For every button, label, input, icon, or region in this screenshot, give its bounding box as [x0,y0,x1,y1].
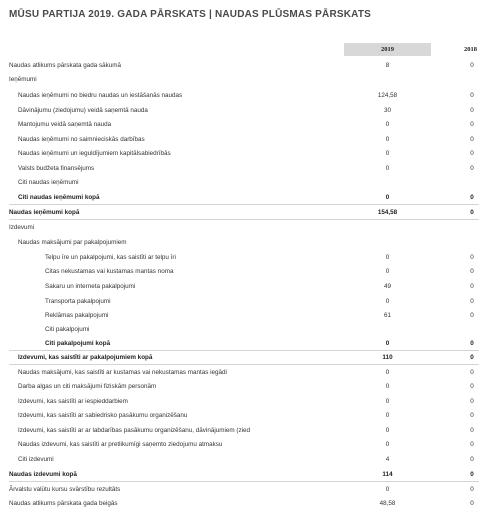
row-value-2018: 0 [470,254,474,261]
row-label: Citi pakalpojumi kopā [45,340,111,347]
row-value-2019: 8 [385,62,390,69]
row-label: Naudas atlikums pārskata gada beigās [9,500,118,507]
row-value-2019: 0 [385,136,390,143]
row-label: Izdevumi, kas saistīti ar ar labdarības pasākumu organizēšanu, dāvinājumiem (zied [18,427,251,434]
row-label: Citi naudas ieņēmumi [18,179,79,186]
row-value-2019: 0 [385,194,390,201]
row-label: Telpu īre un pakalpojumi, kas saistīti ar telpu īri [45,254,176,261]
row-value-2019: 154,58 [377,209,398,216]
row-label: Valsts budžeta finansējums [18,165,95,172]
row-value-2018: 0 [470,427,474,434]
row-label: Mantojumu veidā saņemtā nauda [18,121,112,128]
row-value-2019: 124,58 [377,92,398,99]
table-row [0,323,491,337]
row-label: Citi naudas ieņēmumi kopā [18,194,100,201]
row-label: Naudas izdevumi kopā [9,471,77,478]
row-label: Reklāmas pakalpojumi [45,312,109,319]
row-value-2018: 0 [470,268,474,275]
row-label: Citi izdevumi [18,456,54,463]
table-row [0,147,491,161]
table-row [0,236,491,250]
row-label: Citi pakalpojumi [45,326,90,333]
table-row [0,191,491,205]
row-label: Citas nekustamas vai kustamas mantas noma [45,268,174,275]
table-row [0,295,491,309]
table-row [0,118,491,132]
row-label: Naudas atlikums pārskata gada sākumā [9,62,122,69]
table-row [0,59,491,73]
row-value-2018: 0 [470,165,474,172]
table-row [0,265,491,279]
row-label: Naudas ieņēmumi no biedru naudas un iestāšanās naudas [18,92,183,99]
table-row [0,366,491,380]
row-label: Izdevumi [9,224,35,231]
table-row [0,162,491,176]
row-value-2019: 0 [385,441,390,448]
table-row [0,409,491,423]
row-value-2019: 0 [385,486,390,493]
table-row [0,497,491,511]
table-row [0,73,491,87]
row-divider [9,219,479,220]
row-value-2019: 0 [385,254,390,261]
table-row [0,280,491,294]
table-row [0,133,491,147]
row-value-2019: 114 [382,471,393,478]
row-label: Naudas izdevumi, kas saistīti ar pretlikumīgi saņemto ziedojumu atmaksu [18,441,223,448]
row-divider [9,481,479,482]
row-value-2019: 0 [385,427,390,434]
row-label: Izdevumi, kas saistīti ar pakalpojumiem kopā [18,354,153,361]
table-row [0,309,491,323]
row-value-2019: 0 [385,165,390,172]
row-value-2018: 0 [470,340,474,347]
row-label: Naudas ieņēmumi no saimnieciskās darbības [18,136,145,143]
row-value-2019: 61 [383,312,391,319]
row-label: Transporta pakalpojumi [45,298,111,305]
row-value-2018: 0 [470,298,474,305]
row-value-2019: 49 [383,283,391,290]
table-row [0,221,491,235]
row-divider [9,364,479,365]
row-value-2018: 0 [470,194,474,201]
table-row [0,89,491,103]
table-row [0,395,491,409]
row-value-2018: 0 [470,456,474,463]
table-row [0,337,491,351]
row-value-2018: 0 [470,92,474,99]
row-label: Naudas ieņēmumi kopā [9,209,80,216]
row-value-2019: 30 [383,107,391,114]
row-value-2018: 0 [470,441,474,448]
row-label: Sakaru un interneta pakalpojumi [45,283,136,290]
row-value-2019: 110 [382,354,393,361]
row-value-2019: 0 [385,398,390,405]
row-value-2019: 0 [385,298,390,305]
row-value-2018: 0 [470,486,474,493]
row-label: Darba algas un citi maksājumi fiziskām personām [18,383,157,390]
row-value-2019: 0 [385,412,390,419]
column-header-2018: 2018 [464,46,477,53]
row-value-2018: 0 [470,312,474,319]
row-value-2018: 0 [470,209,474,216]
row-value-2018: 0 [470,500,474,507]
row-value-2018: 0 [470,354,474,361]
table-row [0,468,491,482]
table-row [0,424,491,438]
row-value-2019: 0 [385,369,390,376]
row-value-2018: 0 [470,398,474,405]
row-label: Izdevumi, kas saistīti ar iespieddarbiem [18,398,128,405]
row-value-2019: 0 [385,150,390,157]
row-value-2018: 0 [470,107,474,114]
row-value-2019: 0 [385,340,390,347]
row-label: Dāvinājumu (ziedojumu) veidā saņemtā nauda [18,107,148,114]
row-value-2018: 0 [470,383,474,390]
page-title: MŪSU PARTIJA 2019. GADA PĀRSKATS | NAUDAS PLŪSMAS PĀRSKATS [9,9,372,20]
row-label: Naudas maksājumi, kas saistīti ar kustamas vai nekustamas mantas iegādi [18,369,227,376]
row-value-2018: 0 [470,150,474,157]
table-row [0,438,491,452]
row-value-2019: 48,58 [379,500,396,507]
table-row [0,206,491,220]
row-value-2018: 0 [470,136,474,143]
row-value-2018: 0 [470,121,474,128]
row-value-2019: 4 [385,456,390,463]
table-row [0,483,491,497]
column-header-2019: 2019 [344,43,431,56]
table-row [0,176,491,190]
row-value-2019: 0 [385,383,390,390]
row-value-2018: 0 [470,369,474,376]
row-label: Izdevumi, kas saistīti ar sabiedrisko pasākumu organizēšanu [18,412,188,419]
row-label: Ieņēmumi [9,76,37,83]
table-row [0,453,491,467]
table-row [0,104,491,118]
row-label: Naudas maksājumi par pakalpojumiem [18,239,127,246]
row-value-2018: 0 [470,471,474,478]
table-row [0,251,491,265]
row-value-2019: 0 [385,268,390,275]
row-label: Naudas ieņēmumi un ieguldījumiem kapitālsabiedrībās [18,150,171,157]
row-value-2018: 0 [470,412,474,419]
table-row [0,351,491,365]
row-value-2019: 0 [385,121,390,128]
row-divider [9,204,479,205]
table-row [0,380,491,394]
row-value-2018: 0 [470,283,474,290]
row-value-2018: 0 [470,62,474,69]
row-label: Ārvalstu valūtu kursu svārstību rezultāts [9,486,121,493]
